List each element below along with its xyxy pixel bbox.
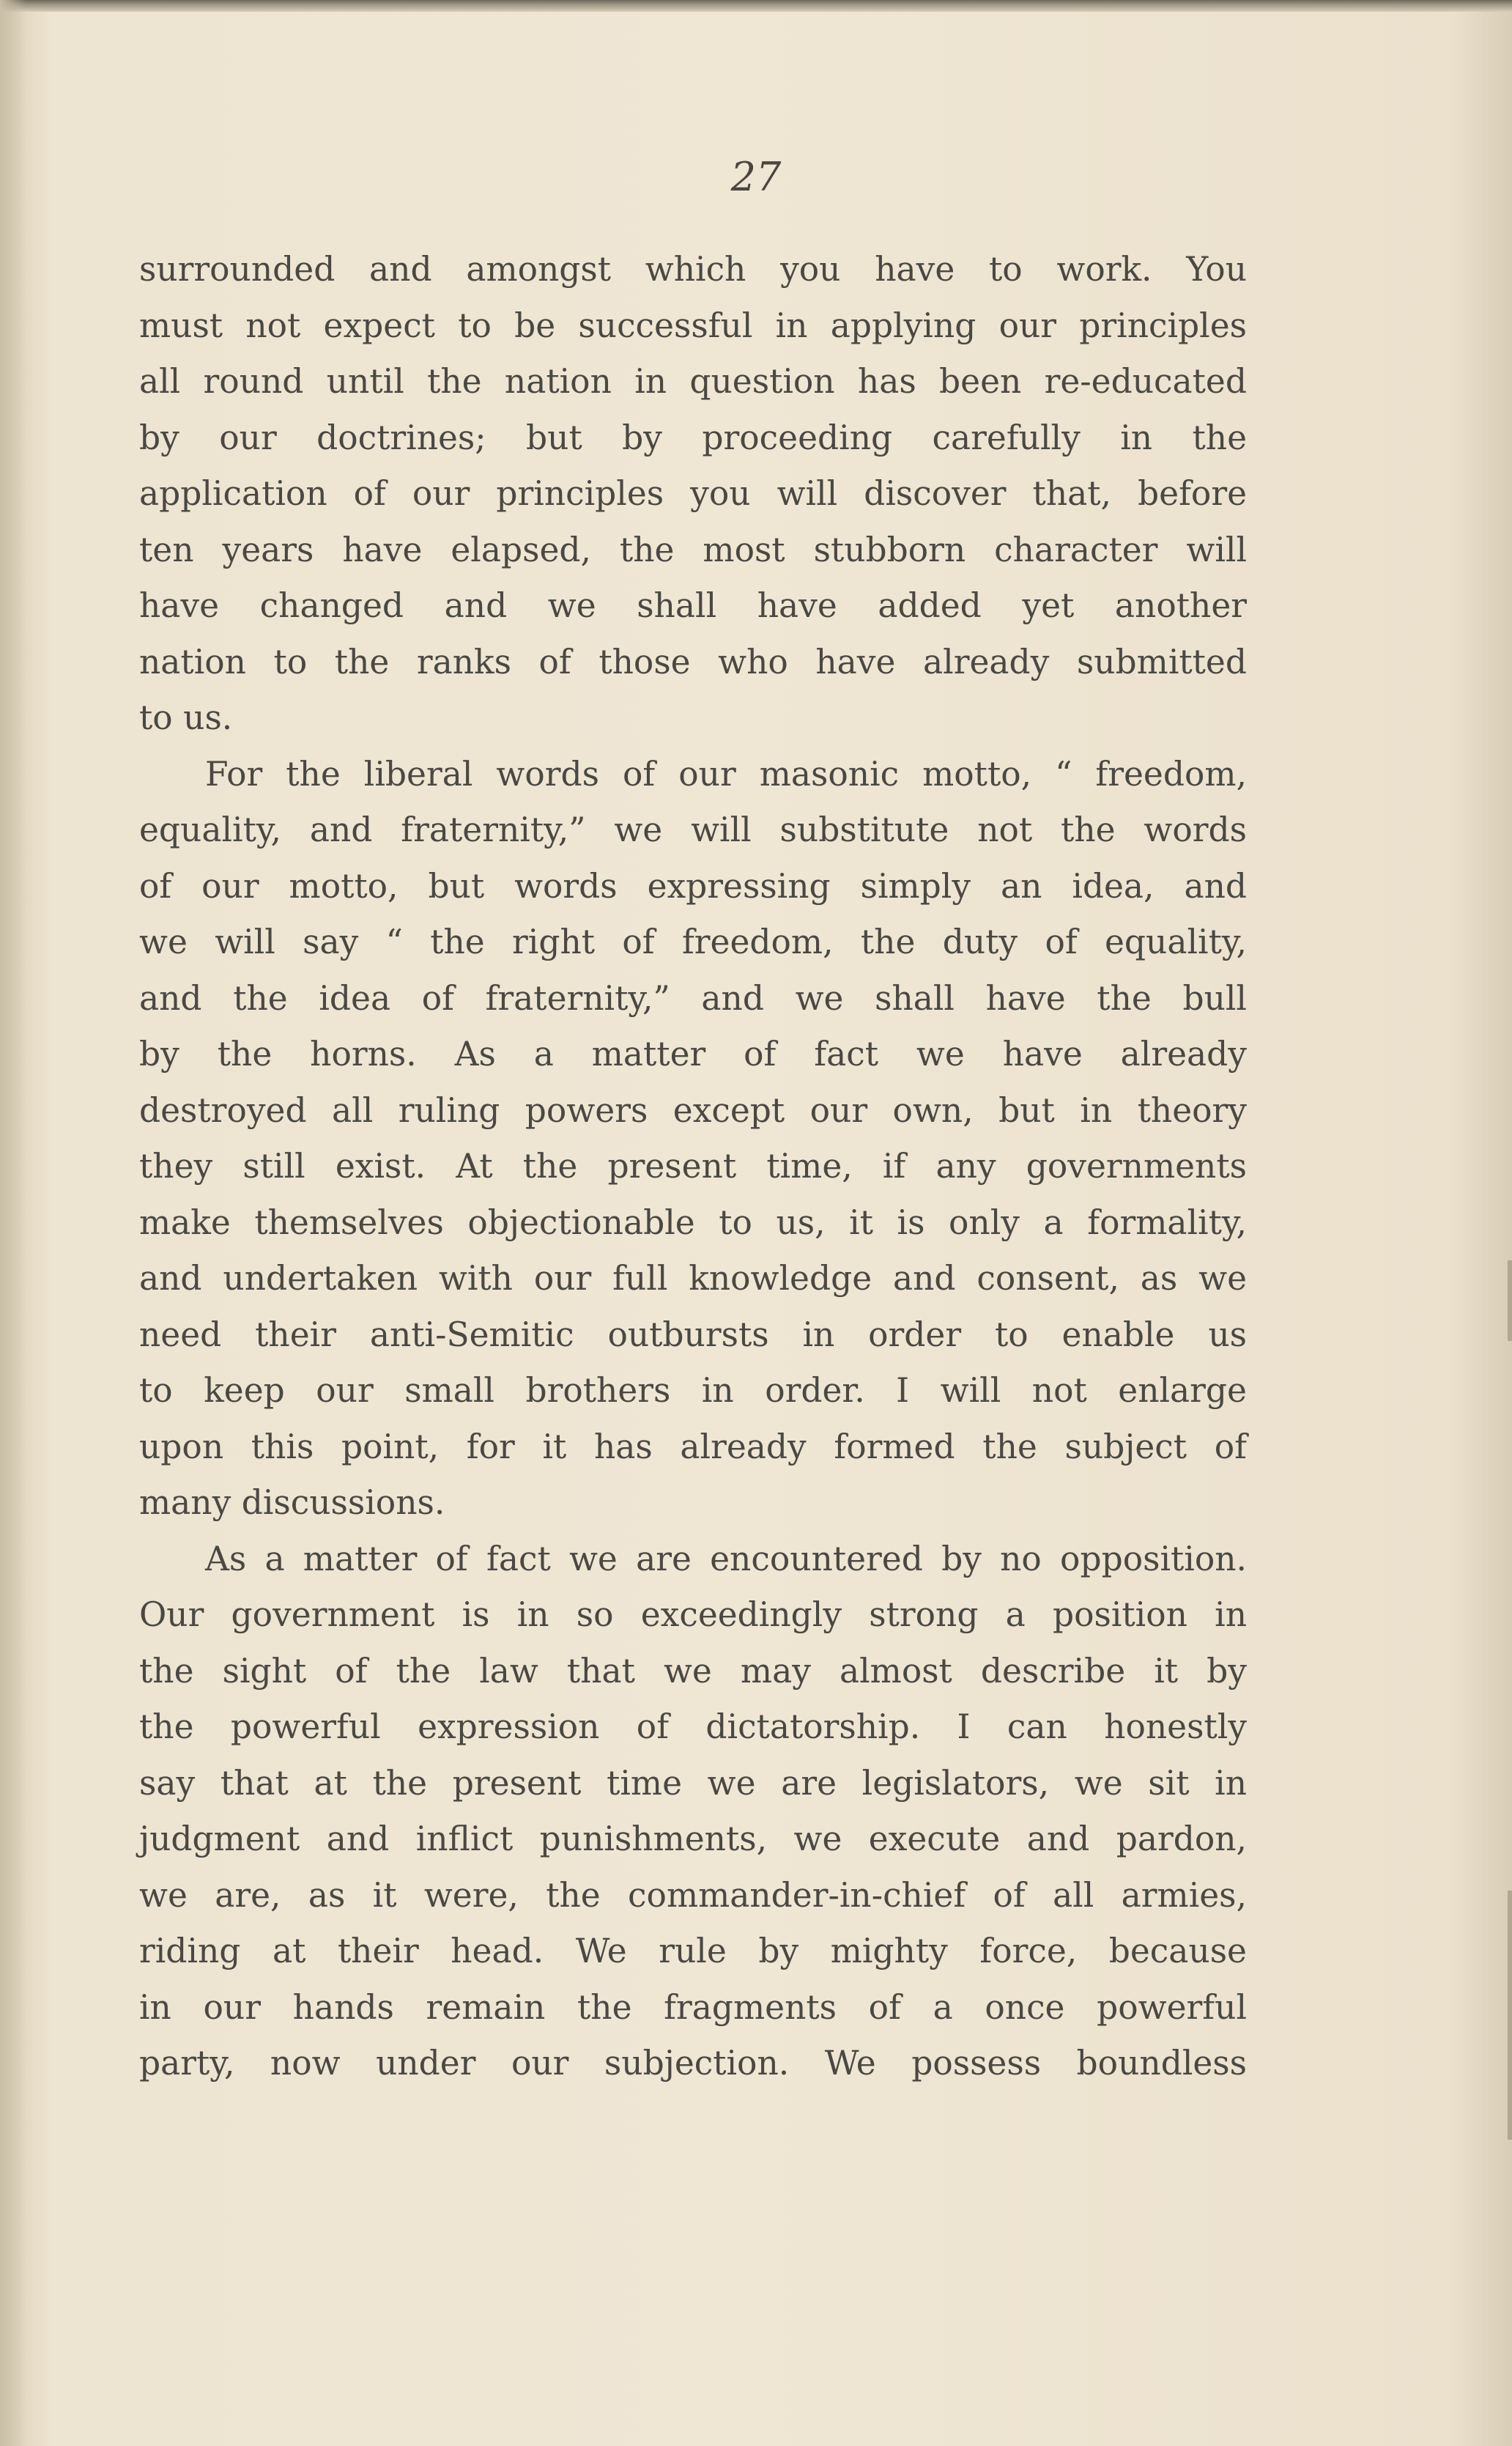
text-line: all round until the nation in question has been re-educated [139,362,1247,401]
text-line: to keep our small brothers in order. I will not enlarge [139,1371,1247,1410]
text-line: must not expect to be successful in applying our principles [139,306,1247,345]
text-line: say that at the present time we are legislators, we sit in [139,1763,1247,1803]
text-line: upon this point, for it has already formed the subject of [139,1427,1247,1466]
paragraph-2 [139,747,1247,1531]
text-line: need their anti-Semitic outbursts in order to enable us [139,1315,1247,1354]
text-line: we are, as it were, the commander-in-chief of all armies, [139,1875,1247,1915]
text-line: many discussions. [139,1483,445,1522]
text-line: of our motto, but words expressing simply an idea, and [139,866,1247,906]
text-line: Our government is in so exceedingly strong a position in [139,1595,1247,1634]
page-gutter-shadow [0,0,26,2446]
text-line: destroyed all ruling powers except our own, but in theory [139,1090,1247,1130]
text-line: judgment and inflict punishments, we execute and pardon, [139,1819,1247,1858]
text-line: to us. [139,698,233,737]
text-line: in our hands remain the fragments of a once powerful [139,1987,1247,2027]
text-line: the powerful expression of dictatorship. I can honestly [139,1707,1247,1746]
paragraph-3 [139,1531,1247,2092]
page-edge-mark [1508,1260,1512,1341]
text-line: surrounded and amongst which you have to work. You [139,250,1247,289]
text-line: and undertaken with our full knowledge and consent, as we [139,1259,1247,1298]
text-line: ten years have elapsed, the most stubborn character will [139,530,1247,569]
text-line: equality, and fraternity,” we will substitute not the words [139,810,1247,849]
text-line: by our doctrines; but by proceeding carefully in the [139,418,1247,457]
paragraph-1 [139,242,1247,747]
text-line: For the liberal words of our masonic motto, “ freedom, [205,754,1247,794]
page-edge-mark [1508,1891,1512,2140]
text-line: application of our principles you will discover that, before [139,474,1247,513]
text-line: and the idea of fraternity,” and we shall have the bull [139,978,1247,1018]
text-line: make themselves objectionable to us, it is only a formality, [139,1202,1247,1242]
text-line: they still exist. At the present time, if any governments [139,1147,1247,1186]
text-line: have changed and we shall have added yet another [139,586,1247,625]
body-text [139,242,1247,2092]
page-top-edge [0,0,1512,12]
text-line: we will say “ the right of freedom, the duty of equality, [139,923,1247,961]
text-line: by the horns. As a matter of fact we have already [139,1035,1247,1074]
text-line: the sight of the law that we may almost describe it by [139,1651,1247,1691]
text-line: As a matter of fact we are encountered by no opposition. [205,1539,1247,1578]
text-line: nation to the ranks of those who have already submitted [139,642,1247,681]
page-number: 27 [730,154,782,200]
text-line: party, now under our subjection. We possess boundless [139,2044,1247,2083]
text-line: riding at their head. We rule by mighty force, because [139,1932,1247,1970]
